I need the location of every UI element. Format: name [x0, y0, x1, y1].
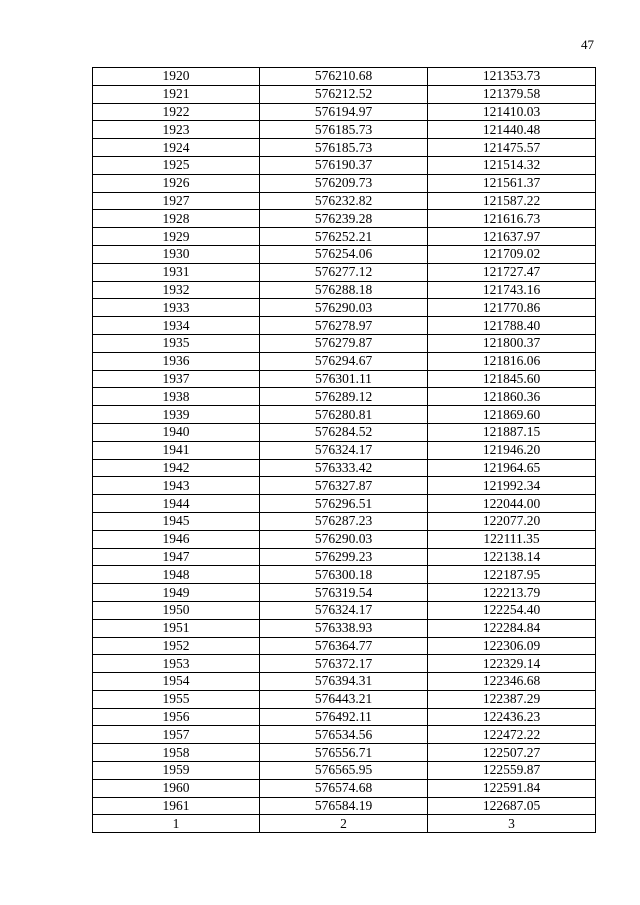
table-row [93, 121, 596, 139]
table-row [93, 512, 596, 530]
value-a-cell: 576565.95 [260, 762, 428, 780]
table-row [93, 299, 596, 317]
table-row [93, 744, 596, 762]
table-row [93, 726, 596, 744]
year-cell: 1941 [93, 441, 260, 459]
year-cell: 1932 [93, 281, 260, 299]
value-b-cell: 122111.35 [428, 530, 596, 548]
year-cell: 1955 [93, 690, 260, 708]
value-b-cell: 121800.37 [428, 334, 596, 352]
table-row [93, 317, 596, 335]
value-a-cell: 576194.97 [260, 103, 428, 121]
year-cell: 1920 [93, 68, 260, 86]
table-row [93, 619, 596, 637]
page-number: 47 [581, 37, 594, 52]
table-row [93, 495, 596, 513]
table-row [93, 85, 596, 103]
value-a-cell: 576289.12 [260, 388, 428, 406]
table-row [93, 352, 596, 370]
value-a-cell: 576556.71 [260, 744, 428, 762]
year-cell: 1951 [93, 619, 260, 637]
value-a-cell: 576288.18 [260, 281, 428, 299]
value-a-cell: 576294.67 [260, 352, 428, 370]
value-b-cell: 122387.29 [428, 690, 596, 708]
value-b-cell: 122077.20 [428, 512, 596, 530]
value-a-cell: 576301.11 [260, 370, 428, 388]
year-cell: 1944 [93, 495, 260, 513]
value-b-cell: 121410.03 [428, 103, 596, 121]
value-a-cell: 576190.37 [260, 156, 428, 174]
table-row [93, 548, 596, 566]
value-a-cell: 576284.52 [260, 423, 428, 441]
year-cell: 1956 [93, 708, 260, 726]
value-a-cell: 576319.54 [260, 584, 428, 602]
value-a-cell: 576300.18 [260, 566, 428, 584]
value-b-cell: 121992.34 [428, 477, 596, 495]
value-a-cell: 576232.82 [260, 192, 428, 210]
table-row [93, 673, 596, 691]
value-a-cell: 576299.23 [260, 548, 428, 566]
value-b-cell: 121770.86 [428, 299, 596, 317]
value-a-cell: 576324.17 [260, 441, 428, 459]
value-a-cell: 576372.17 [260, 655, 428, 673]
value-b-cell: 122591.84 [428, 779, 596, 797]
value-a-cell: 576287.23 [260, 512, 428, 530]
table-row [93, 566, 596, 584]
year-cell: 1959 [93, 762, 260, 780]
value-a-cell: 576296.51 [260, 495, 428, 513]
table-row [93, 263, 596, 281]
table-body [93, 68, 596, 833]
value-b-cell: 122213.79 [428, 584, 596, 602]
year-cell: 1928 [93, 210, 260, 228]
table-row [93, 423, 596, 441]
value-a-cell: 576584.19 [260, 797, 428, 815]
value-a-cell: 576254.06 [260, 245, 428, 263]
value-a-cell: 576279.87 [260, 334, 428, 352]
table-row [93, 406, 596, 424]
table-row [93, 334, 596, 352]
table-row [93, 388, 596, 406]
value-b-cell: 122254.40 [428, 601, 596, 619]
value-b-cell: 122436.23 [428, 708, 596, 726]
value-b-cell: 122044.00 [428, 495, 596, 513]
value-b-cell: 121946.20 [428, 441, 596, 459]
table-row [93, 245, 596, 263]
value-a-cell: 576278.97 [260, 317, 428, 335]
value-a-cell: 576252.21 [260, 228, 428, 246]
year-cell: 1945 [93, 512, 260, 530]
value-b-cell: 122284.84 [428, 619, 596, 637]
table-row [93, 192, 596, 210]
table-row [93, 690, 596, 708]
table-row [93, 441, 596, 459]
value-b-cell: 122472.22 [428, 726, 596, 744]
value-a-cell: 576290.03 [260, 299, 428, 317]
table-row [93, 779, 596, 797]
year-cell: 1947 [93, 548, 260, 566]
year-cell: 1926 [93, 174, 260, 192]
value-a-cell: 576333.42 [260, 459, 428, 477]
value-a-cell: 576185.73 [260, 139, 428, 157]
value-b-cell: 121379.58 [428, 85, 596, 103]
table-row [93, 68, 596, 86]
value-b-cell: 121727.47 [428, 263, 596, 281]
value-a-cell: 576534.56 [260, 726, 428, 744]
value-a-cell: 576324.17 [260, 601, 428, 619]
table-row [93, 459, 596, 477]
value-a-cell: 576280.81 [260, 406, 428, 424]
value-b-cell: 121964.65 [428, 459, 596, 477]
year-cell: 1961 [93, 797, 260, 815]
value-b-cell: 121561.37 [428, 174, 596, 192]
year-cell: 1927 [93, 192, 260, 210]
year-cell: 1950 [93, 601, 260, 619]
year-cell: 1923 [93, 121, 260, 139]
year-cell: 1925 [93, 156, 260, 174]
value-b-cell: 121637.97 [428, 228, 596, 246]
year-cell: 1921 [93, 85, 260, 103]
value-b-cell: 121353.73 [428, 68, 596, 86]
table-row [93, 655, 596, 673]
value-b-cell: 121816.06 [428, 352, 596, 370]
value-b-cell: 122559.87 [428, 762, 596, 780]
year-cell: 1958 [93, 744, 260, 762]
value-b-cell: 121860.36 [428, 388, 596, 406]
column-number-cell: 3 [428, 815, 596, 833]
year-cell: 1933 [93, 299, 260, 317]
year-cell: 1930 [93, 245, 260, 263]
table-row [93, 281, 596, 299]
table-row [93, 103, 596, 121]
year-cell: 1940 [93, 423, 260, 441]
year-cell: 1952 [93, 637, 260, 655]
table-row [93, 708, 596, 726]
year-cell: 1943 [93, 477, 260, 495]
value-a-cell: 576574.68 [260, 779, 428, 797]
table-row [93, 139, 596, 157]
value-a-cell: 576212.52 [260, 85, 428, 103]
year-cell: 1946 [93, 530, 260, 548]
value-b-cell: 121887.15 [428, 423, 596, 441]
column-number-cell: 1 [93, 815, 260, 833]
table-row [93, 637, 596, 655]
value-a-cell: 576290.03 [260, 530, 428, 548]
value-b-cell: 122306.09 [428, 637, 596, 655]
year-cell: 1942 [93, 459, 260, 477]
value-b-cell: 121788.40 [428, 317, 596, 335]
column-number-cell: 2 [260, 815, 428, 833]
value-b-cell: 121743.16 [428, 281, 596, 299]
year-cell: 1934 [93, 317, 260, 335]
value-b-cell: 121514.32 [428, 156, 596, 174]
value-a-cell: 576492.11 [260, 708, 428, 726]
year-cell: 1948 [93, 566, 260, 584]
table-row [93, 174, 596, 192]
value-a-cell: 576443.21 [260, 690, 428, 708]
year-cell: 1936 [93, 352, 260, 370]
table-row [93, 584, 596, 602]
year-cell: 1960 [93, 779, 260, 797]
value-a-cell: 576277.12 [260, 263, 428, 281]
value-b-cell: 122329.14 [428, 655, 596, 673]
column-number-row [93, 815, 596, 833]
table-row [93, 228, 596, 246]
year-cell: 1953 [93, 655, 260, 673]
value-a-cell: 576209.73 [260, 174, 428, 192]
value-b-cell: 122187.95 [428, 566, 596, 584]
value-a-cell: 576185.73 [260, 121, 428, 139]
year-cell: 1957 [93, 726, 260, 744]
value-b-cell: 122507.27 [428, 744, 596, 762]
year-cell: 1924 [93, 139, 260, 157]
value-b-cell: 122346.68 [428, 673, 596, 691]
year-cell: 1939 [93, 406, 260, 424]
year-cell: 1949 [93, 584, 260, 602]
year-cell: 1931 [93, 263, 260, 281]
table-row [93, 477, 596, 495]
table-row [93, 370, 596, 388]
value-b-cell: 121869.60 [428, 406, 596, 424]
value-b-cell: 121475.57 [428, 139, 596, 157]
value-a-cell: 576239.28 [260, 210, 428, 228]
value-b-cell: 121587.22 [428, 192, 596, 210]
year-cell: 1937 [93, 370, 260, 388]
value-a-cell: 576364.77 [260, 637, 428, 655]
table-row [93, 762, 596, 780]
table-row [93, 156, 596, 174]
year-cell: 1954 [93, 673, 260, 691]
value-b-cell: 121440.48 [428, 121, 596, 139]
value-b-cell: 121845.60 [428, 370, 596, 388]
value-a-cell: 576327.87 [260, 477, 428, 495]
year-cell: 1935 [93, 334, 260, 352]
year-cell: 1922 [93, 103, 260, 121]
value-a-cell: 576394.31 [260, 673, 428, 691]
value-a-cell: 576210.68 [260, 68, 428, 86]
year-cell: 1938 [93, 388, 260, 406]
table-row [93, 601, 596, 619]
value-b-cell: 122687.05 [428, 797, 596, 815]
table-row [93, 797, 596, 815]
value-b-cell: 121616.73 [428, 210, 596, 228]
data-table [92, 67, 596, 833]
value-a-cell: 576338.93 [260, 619, 428, 637]
year-cell: 1929 [93, 228, 260, 246]
value-b-cell: 121709.02 [428, 245, 596, 263]
table-row [93, 530, 596, 548]
table-row [93, 210, 596, 228]
value-b-cell: 122138.14 [428, 548, 596, 566]
